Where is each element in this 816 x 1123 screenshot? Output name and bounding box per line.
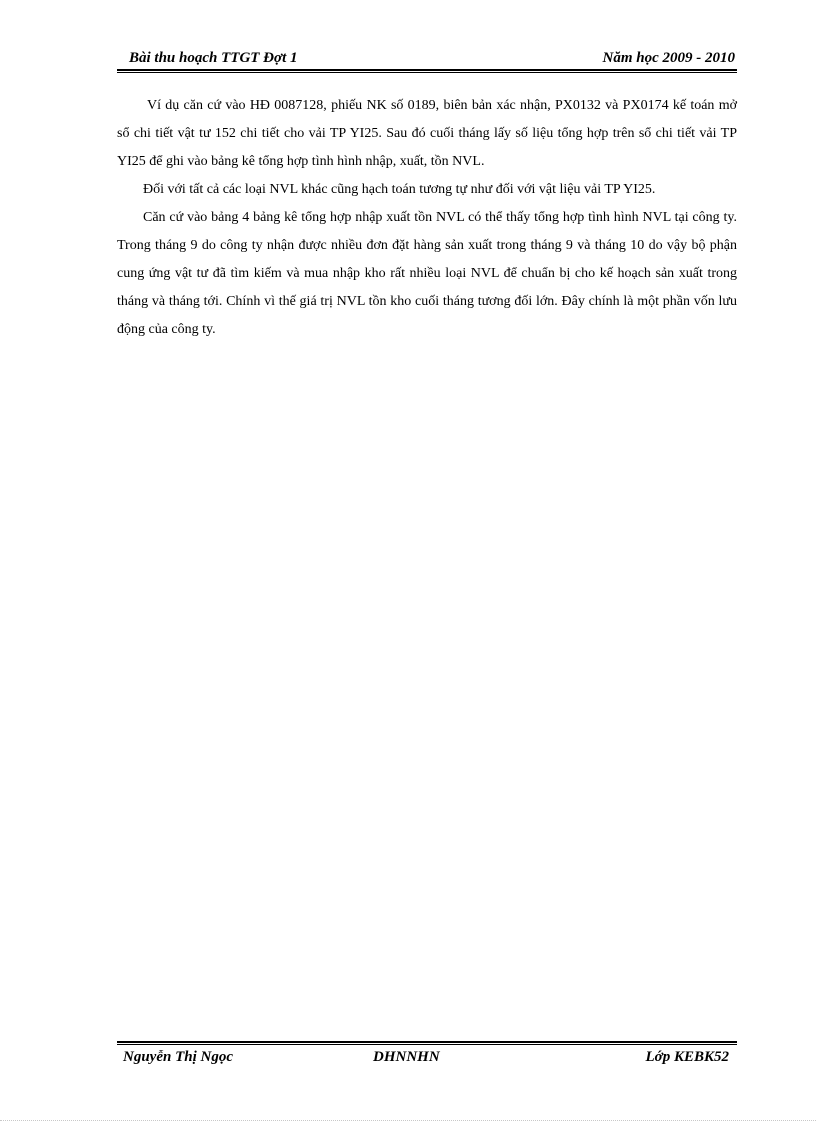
footer-author: Nguyễn Thị Ngọc [123, 1049, 233, 1065]
paragraph-summary: Căn cứ vào bảng 4 bảng kê tổng hợp nhập xuất tồn NVL có thể thấy tổng hợp tình hình NVL tại công ty. Trong tháng 9 do công ty nhận được nhiều đơn đặt hàng sản xuất trong tháng 9 và tháng 10 do vậy bộ phận cung ứng vật tư đã tìm kiếm và mua nhập kho rất nhiều loại NVL để chuẩn bị cho kế hoạch sản xuất trong tháng và tháng tới. Chính vì thế giá trị NVL tồn kho cuối tháng tương đối lớn. Đây chính là một phần vốn lưu động của công ty. [117, 210, 737, 337]
footer-rule [117, 1041, 737, 1045]
paragraph-example: Ví dụ căn cứ vào HĐ 0087128, phiếu NK số 0189, biên bản xác nhận, PX0132 và PX0174 kế toán mở sổ chi tiết vật tư 152 chi tiết cho vải TP YI25. Sau đó cuối tháng lấy số liệu tổng hợp trên sổ chi tiết vải TP YI25 để ghi vào bảng kê tổng hợp tình hình nhập, xuất, tồn NVL. [117, 98, 737, 169]
page-header [117, 48, 737, 70]
header-title: Bài thu hoạch TTGT Đợt 1 [129, 50, 298, 66]
paragraph-other-materials: Đối với tất cả các loại NVL khác cũng hạch toán tương tự như đối với vật liệu vải TP YI25. [143, 182, 656, 197]
footer-institution: DHNNHN [373, 1049, 440, 1065]
footer-class: Lớp KEBK52 [645, 1049, 729, 1065]
page-edge-divider [0, 1120, 816, 1121]
header-school-year: Năm học 2009 - 2010 [602, 50, 735, 66]
header-rule [117, 69, 737, 73]
page-body [117, 92, 737, 344]
page-footer [117, 1049, 737, 1071]
